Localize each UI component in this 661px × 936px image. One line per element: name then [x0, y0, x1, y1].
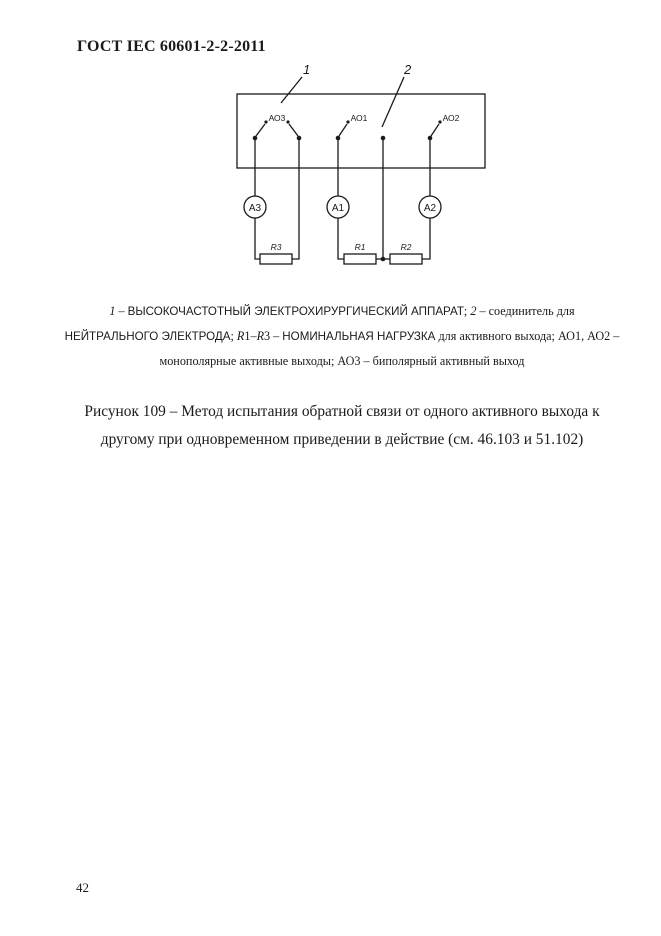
circuit-diagram [0, 0, 661, 290]
callout-2-label: 2 [404, 62, 412, 77]
ammeter-a2-label: A2 [423, 203, 437, 214]
resistor-r1-label: R1 [354, 242, 366, 252]
legend-text: – [115, 304, 128, 318]
output-ao2-label: АО2 [442, 113, 460, 123]
switch-ao3-right [289, 124, 298, 136]
legend-symbol: R [236, 329, 245, 343]
legend-text: – соединитель для [476, 304, 575, 318]
legend-item-number: 1 [109, 304, 116, 318]
legend-text: для активного выхода; АО1, АО2 – монополярные активные выходы; АО3 – биполярный активный выход [159, 329, 620, 368]
switch-contact-dot [264, 120, 267, 123]
terminal-dot [381, 136, 386, 141]
switch-contact-dot [438, 120, 441, 123]
legend-text: ; [463, 304, 471, 318]
callout-1-label: 1 [303, 62, 311, 77]
switch-contact-dot [346, 120, 349, 123]
resistor-r3-label: R3 [270, 242, 282, 252]
terminal-dot [336, 136, 341, 141]
resistor-r3 [260, 254, 292, 264]
switch-contact-dot [286, 120, 289, 123]
legend-term: НОМИНАЛЬНАЯ НАГРУЗКА [282, 330, 436, 343]
legend-text: ; [230, 329, 237, 343]
resistor-r2-label: R2 [400, 242, 412, 252]
wire-ao3-right [292, 139, 299, 259]
switch-ao2 [431, 124, 439, 136]
legend-item-number: 2 [470, 304, 477, 318]
legend-symbol: R [256, 329, 265, 343]
legend-term: НЕЙТРАЛЬНОГО ЭЛЕКТРОДА [64, 330, 231, 343]
figure-legend [62, 299, 622, 373]
terminal-dot [253, 136, 258, 141]
switch-ao1 [339, 124, 347, 136]
callout-1-leader [281, 77, 302, 103]
switch-ao3-left [256, 124, 265, 136]
wire-a2-bottom [422, 218, 430, 259]
terminal-dot [428, 136, 433, 141]
legend-text: 3 – [264, 329, 283, 343]
resistor-r2 [390, 254, 422, 264]
ammeter-a1-label: A1 [331, 203, 345, 214]
junction-dot [381, 257, 386, 262]
hf-device-box [237, 94, 485, 168]
resistor-r1 [344, 254, 376, 264]
wire-a3-bottom [255, 218, 260, 259]
output-ao1-label: АО1 [350, 113, 368, 123]
terminal-dot [297, 136, 302, 141]
output-ao3-label: АО3 [268, 113, 286, 123]
legend-text: 1– [244, 329, 257, 343]
legend-term: ВЫСОКОЧАСТОТНЫЙ ЭЛЕКТРОХИРУРГИЧЕСКИЙ АППАРАТ [127, 305, 464, 318]
document-header: ГОСТ IEC 60601-2-2-2011 [77, 38, 266, 55]
callout-2-leader [382, 77, 404, 127]
ammeter-a3-label: A3 [248, 203, 262, 214]
page-number: 42 [76, 880, 89, 895]
wire-a1-bottom [338, 218, 344, 259]
figure-caption: Рисунок 109 – Метод испытания обратной связи от одного активного выхода к другому при одновременном приведении в действие (см. 46.103 и 51.102) [84, 403, 600, 448]
